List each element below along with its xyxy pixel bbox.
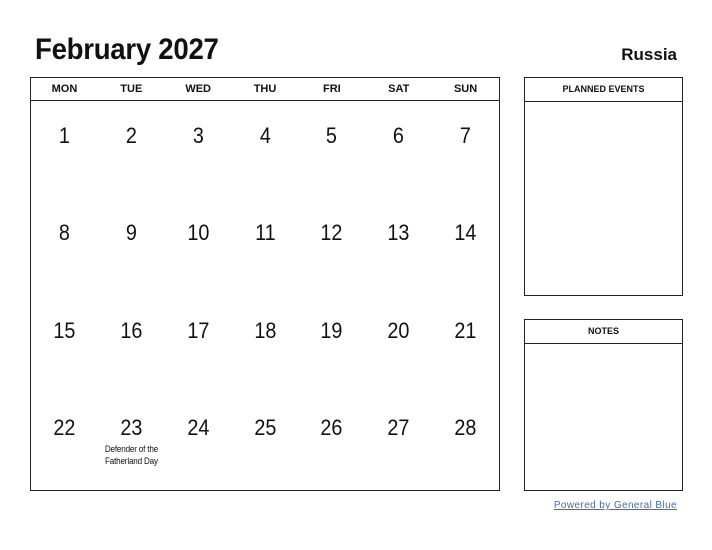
- date-number: 18: [253, 317, 277, 343]
- date-number: 15: [53, 317, 76, 343]
- date-number: 27: [387, 414, 410, 440]
- week-row: [31, 101, 499, 198]
- day-cell: [165, 198, 232, 295]
- day-cell: [165, 393, 232, 490]
- date-number: 22: [53, 414, 76, 440]
- day-cell: [432, 101, 499, 198]
- notes-panel: [524, 319, 683, 491]
- weekday-sun: SUN: [453, 83, 478, 95]
- weekday-sat: SAT: [388, 83, 410, 95]
- weekday-thu: THU: [253, 83, 277, 95]
- day-cell: [31, 198, 98, 295]
- date-number: 8: [58, 220, 70, 246]
- weekday-mon: MON: [51, 83, 78, 95]
- day-cell: [432, 393, 499, 490]
- day-cell: [432, 198, 499, 295]
- day-cell: [165, 101, 232, 198]
- weekday-header: [31, 78, 499, 101]
- day-cell: [31, 101, 98, 198]
- date-number: 4: [259, 123, 271, 148]
- day-cell: [232, 393, 299, 490]
- week-row: [31, 393, 499, 490]
- day-cell: [232, 198, 299, 295]
- day-cell: [432, 296, 499, 393]
- date-number: 14: [454, 220, 477, 246]
- day-cell: [98, 198, 165, 295]
- holiday-label: Defender of the Fatherland Day: [104, 443, 158, 466]
- day-cell: [365, 198, 432, 295]
- weekday-tue: TUE: [120, 83, 143, 95]
- date-number: 1: [58, 123, 70, 148]
- date-number: 28: [454, 414, 477, 440]
- day-cell: [232, 296, 299, 393]
- day-cell: [98, 393, 165, 490]
- weekday-wed: WED: [185, 83, 211, 95]
- day-cell: [365, 393, 432, 490]
- date-number: 23: [120, 414, 143, 440]
- day-cell: [165, 296, 232, 393]
- date-number: 24: [187, 414, 210, 440]
- date-number: 11: [254, 220, 276, 246]
- date-number: 26: [320, 414, 343, 440]
- date-number: 21: [454, 317, 477, 343]
- day-cell: [31, 393, 98, 490]
- date-number: 7: [460, 123, 472, 148]
- date-number: 6: [393, 123, 405, 148]
- date-number: 2: [125, 123, 137, 148]
- date-number: 25: [253, 414, 277, 440]
- day-cell: [365, 101, 432, 198]
- powered-by-link[interactable]: Powered by General Blue: [553, 500, 677, 511]
- planned-events-panel: [524, 77, 683, 296]
- calendar-grid: [31, 101, 499, 490]
- date-number: 13: [387, 220, 410, 246]
- date-number: 16: [120, 317, 143, 343]
- week-row: [31, 296, 499, 393]
- day-cell: [298, 198, 365, 295]
- day-cell: [232, 101, 299, 198]
- weekday-fri: FRI: [323, 83, 341, 95]
- day-cell: [98, 296, 165, 393]
- date-number: 5: [326, 123, 338, 148]
- day-cell: [365, 296, 432, 393]
- notes-title: NOTES: [525, 320, 682, 344]
- day-cell: [298, 393, 365, 490]
- country-label: Russia: [621, 45, 677, 64]
- day-cell: [98, 101, 165, 198]
- week-row: [31, 198, 499, 295]
- page-title: February 2027: [35, 33, 219, 66]
- date-number: 3: [192, 123, 204, 148]
- planned-events-title: PLANNED EVENTS: [525, 78, 682, 102]
- date-number: 17: [187, 317, 210, 343]
- day-cell: [298, 101, 365, 198]
- day-cell: [31, 296, 98, 393]
- date-number: 10: [187, 220, 210, 246]
- day-cell: [298, 296, 365, 393]
- date-number: 12: [320, 220, 343, 246]
- month-calendar: [30, 77, 500, 491]
- date-number: 19: [320, 317, 343, 343]
- date-number: 20: [387, 317, 410, 343]
- date-number: 9: [125, 220, 137, 246]
